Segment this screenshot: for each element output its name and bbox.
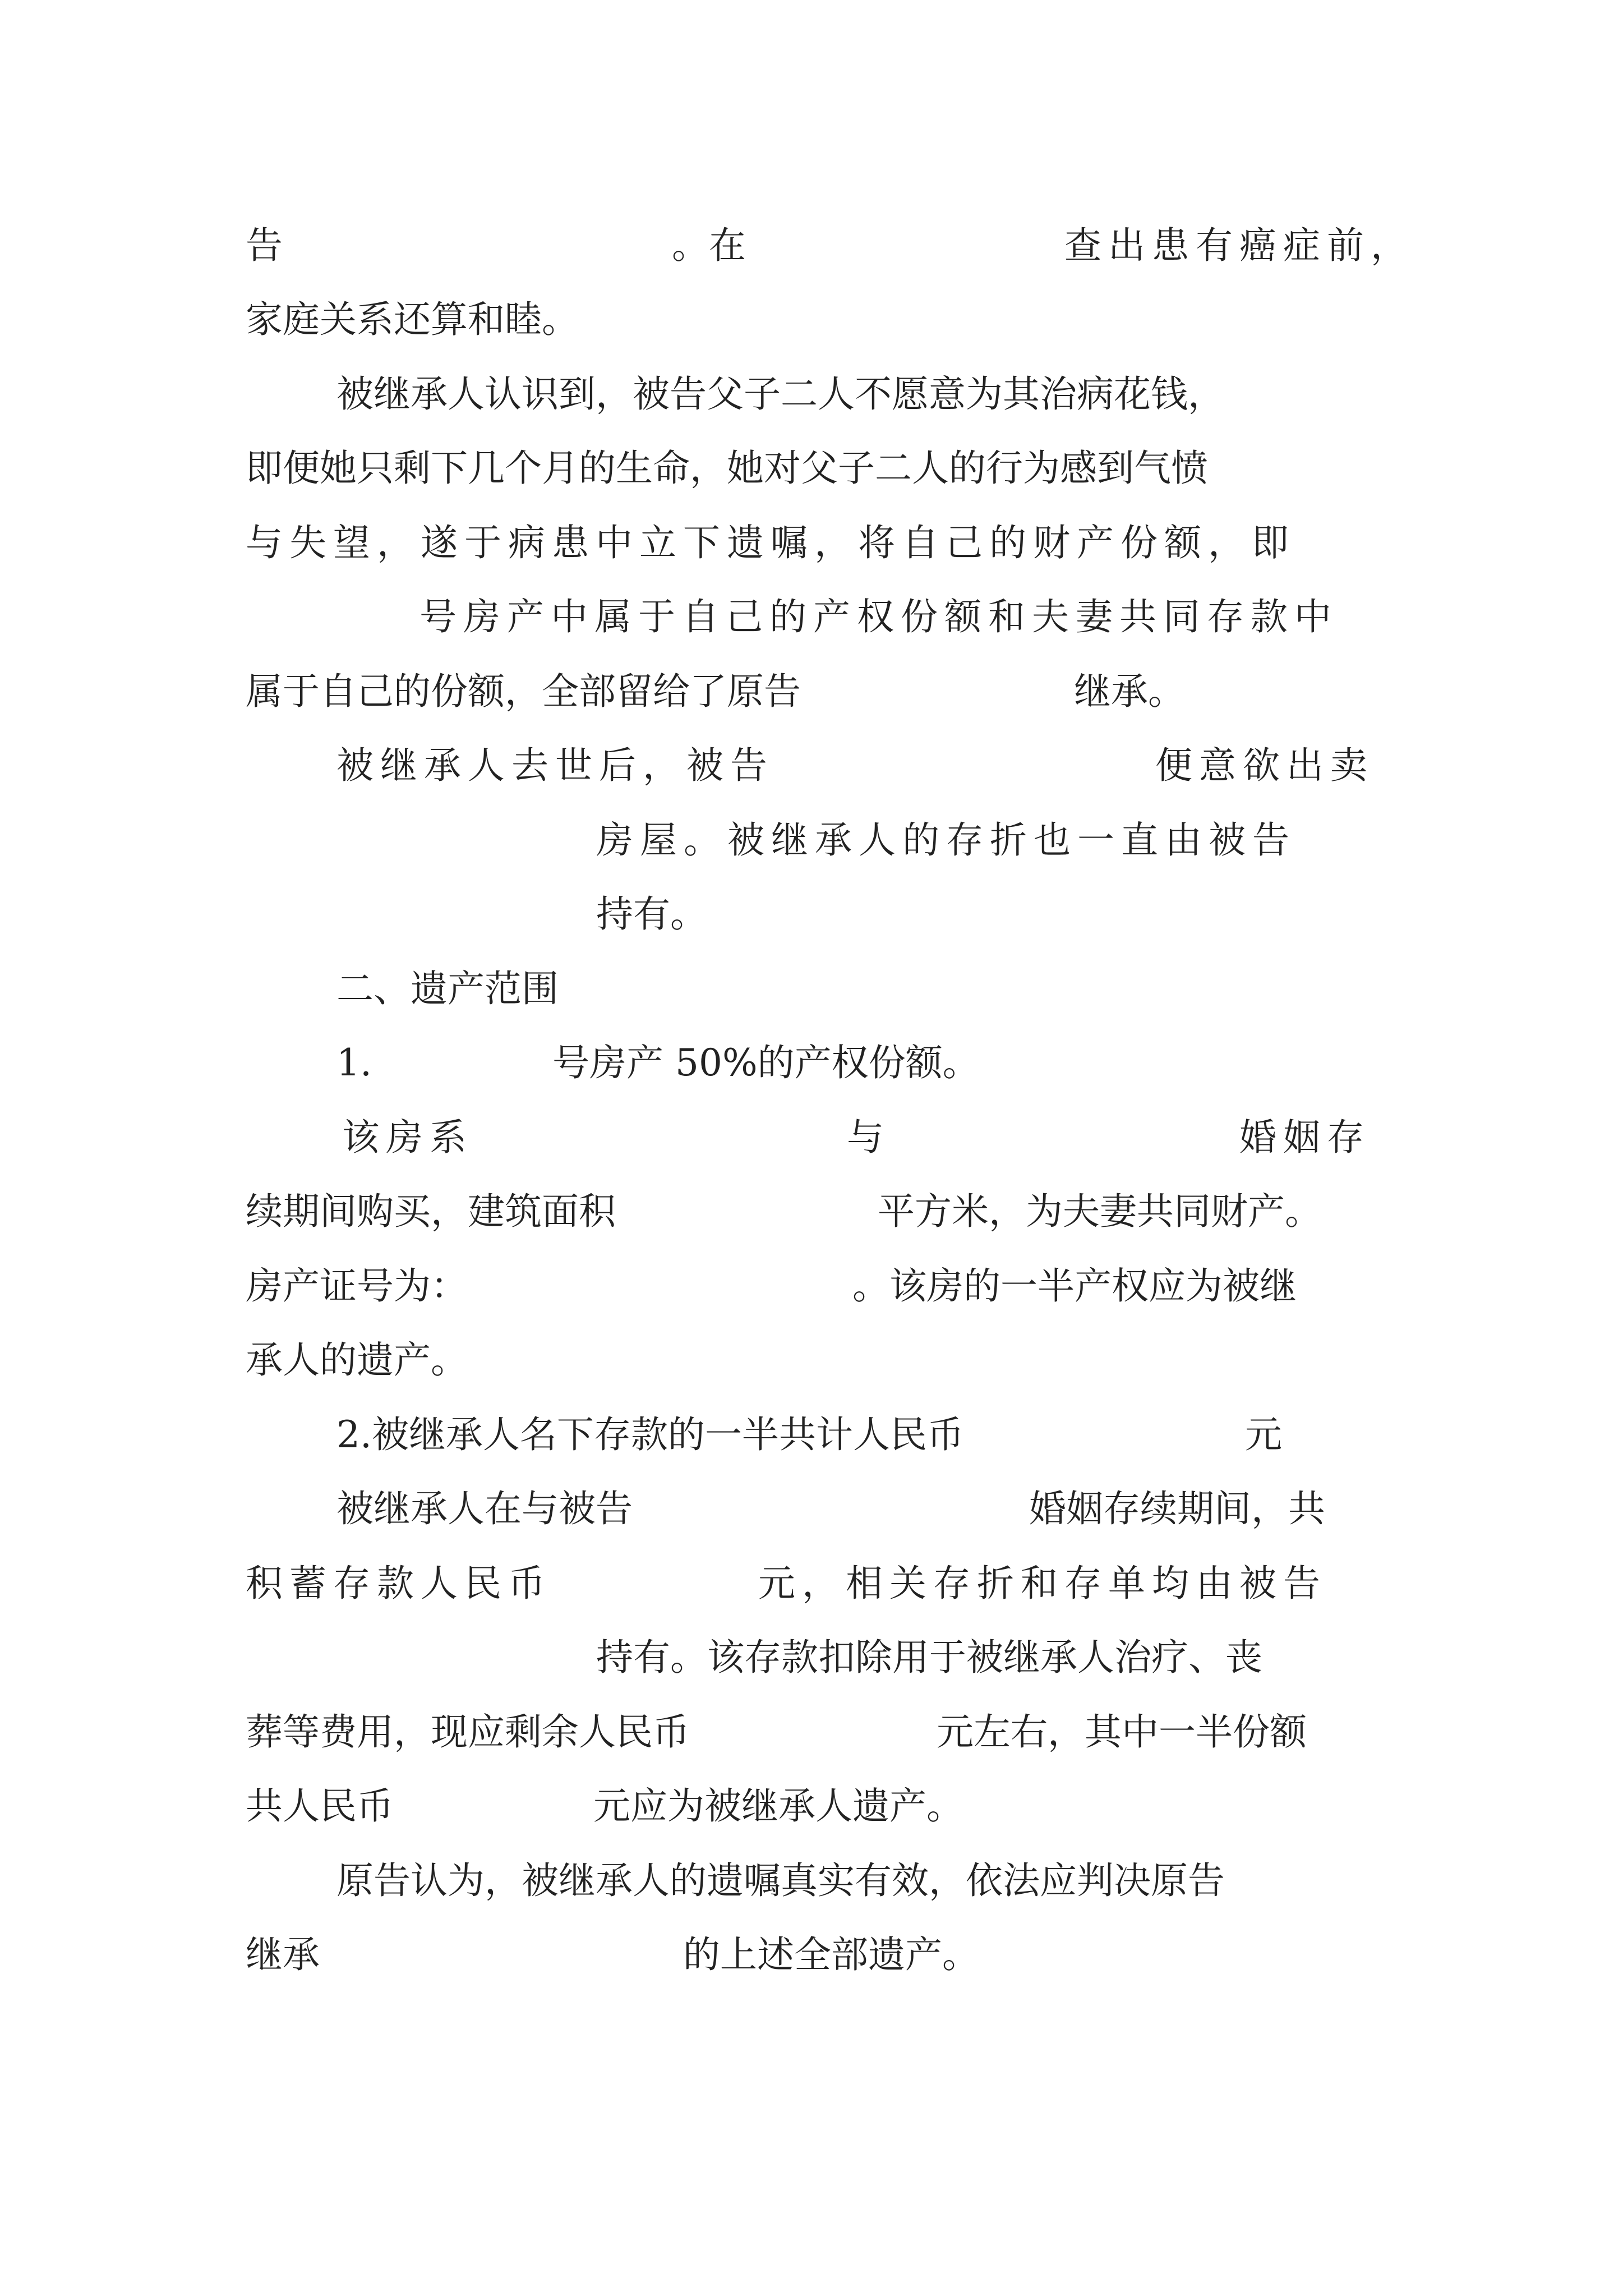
text-line: 原告认为，被继承人的遗嘱真实有效，依法应判决原告 [336, 1859, 1225, 1902]
text-line: 号房产中属于自己的产权份额和夫妻共同存款中 [419, 595, 1338, 638]
text-line: 该房系 [342, 1116, 473, 1159]
text-line: 继承 [246, 1933, 320, 1976]
text-line: 持有。该存款扣除用于被继承人治疗、丧 [596, 1636, 1262, 1679]
text-line: 房产证号为： [246, 1264, 468, 1308]
section-heading: 二、遗产范围 [336, 967, 559, 1010]
text-line: 元，相关存折和存单均由被告 [758, 1562, 1327, 1605]
text-line: 共人民币 [246, 1784, 394, 1828]
text-line: 平方米，为夫妻共同财产。 [878, 1190, 1322, 1233]
text-line: 被继承人认识到，被告父子二人不愿意为其治病花钱， [336, 372, 1225, 416]
text-line: 被继承人在与被告 [336, 1487, 633, 1530]
text-line: 积蓄存款人民币 [246, 1562, 552, 1605]
text-line: 承人的遗产。 [246, 1338, 468, 1382]
text-line: 持有。 [596, 892, 707, 936]
text-line: 房屋。被继承人的存折也一直由被告 [596, 818, 1296, 862]
text-line: 家庭关系还算和睦。 [246, 298, 579, 341]
text-line: 的上述全部遗产。 [683, 1933, 979, 1976]
text-line: 。该房的一半产权应为被继 [852, 1264, 1297, 1308]
text-line: 便意欲出卖 [1155, 744, 1374, 787]
text-line: 属于自己的份额，全部留给了原告 [246, 670, 801, 713]
text-line: 继承。 [1074, 670, 1185, 713]
text-line: 。在 [672, 224, 746, 267]
text-line: 被继承人去世后，被告 [336, 744, 774, 787]
text-line: 婚姻存 [1239, 1116, 1371, 1159]
text-line: 元应为被继承人遗产。 [593, 1784, 963, 1828]
text-line: 即便她只剩下几个月的生命，她对父子二人的行为感到气愤 [246, 447, 1208, 490]
text-line: 葬等费用，现应剩余人民币 [246, 1710, 690, 1754]
text-line: 续期间购买，建筑面积 [246, 1190, 616, 1233]
text-line: 元 [1245, 1413, 1282, 1456]
text-line: 婚姻存续期间，共 [1029, 1487, 1325, 1530]
text-line: 告 [246, 224, 283, 267]
text-line: 1. [336, 1041, 372, 1084]
text-line: 与失望，遂于病患中立下遗嘱，将自己的财产份额，即 [246, 521, 1295, 564]
text-line: 查出患有癌症前， [1064, 224, 1414, 267]
text-line: 与 [847, 1116, 884, 1159]
text-line: 号房产 50%的产权份额。 [552, 1041, 980, 1084]
text-line: 元左右，其中一半份额 [937, 1710, 1307, 1754]
text-line: 2.被继承人名下存款的一半共计人民币 [336, 1413, 964, 1456]
